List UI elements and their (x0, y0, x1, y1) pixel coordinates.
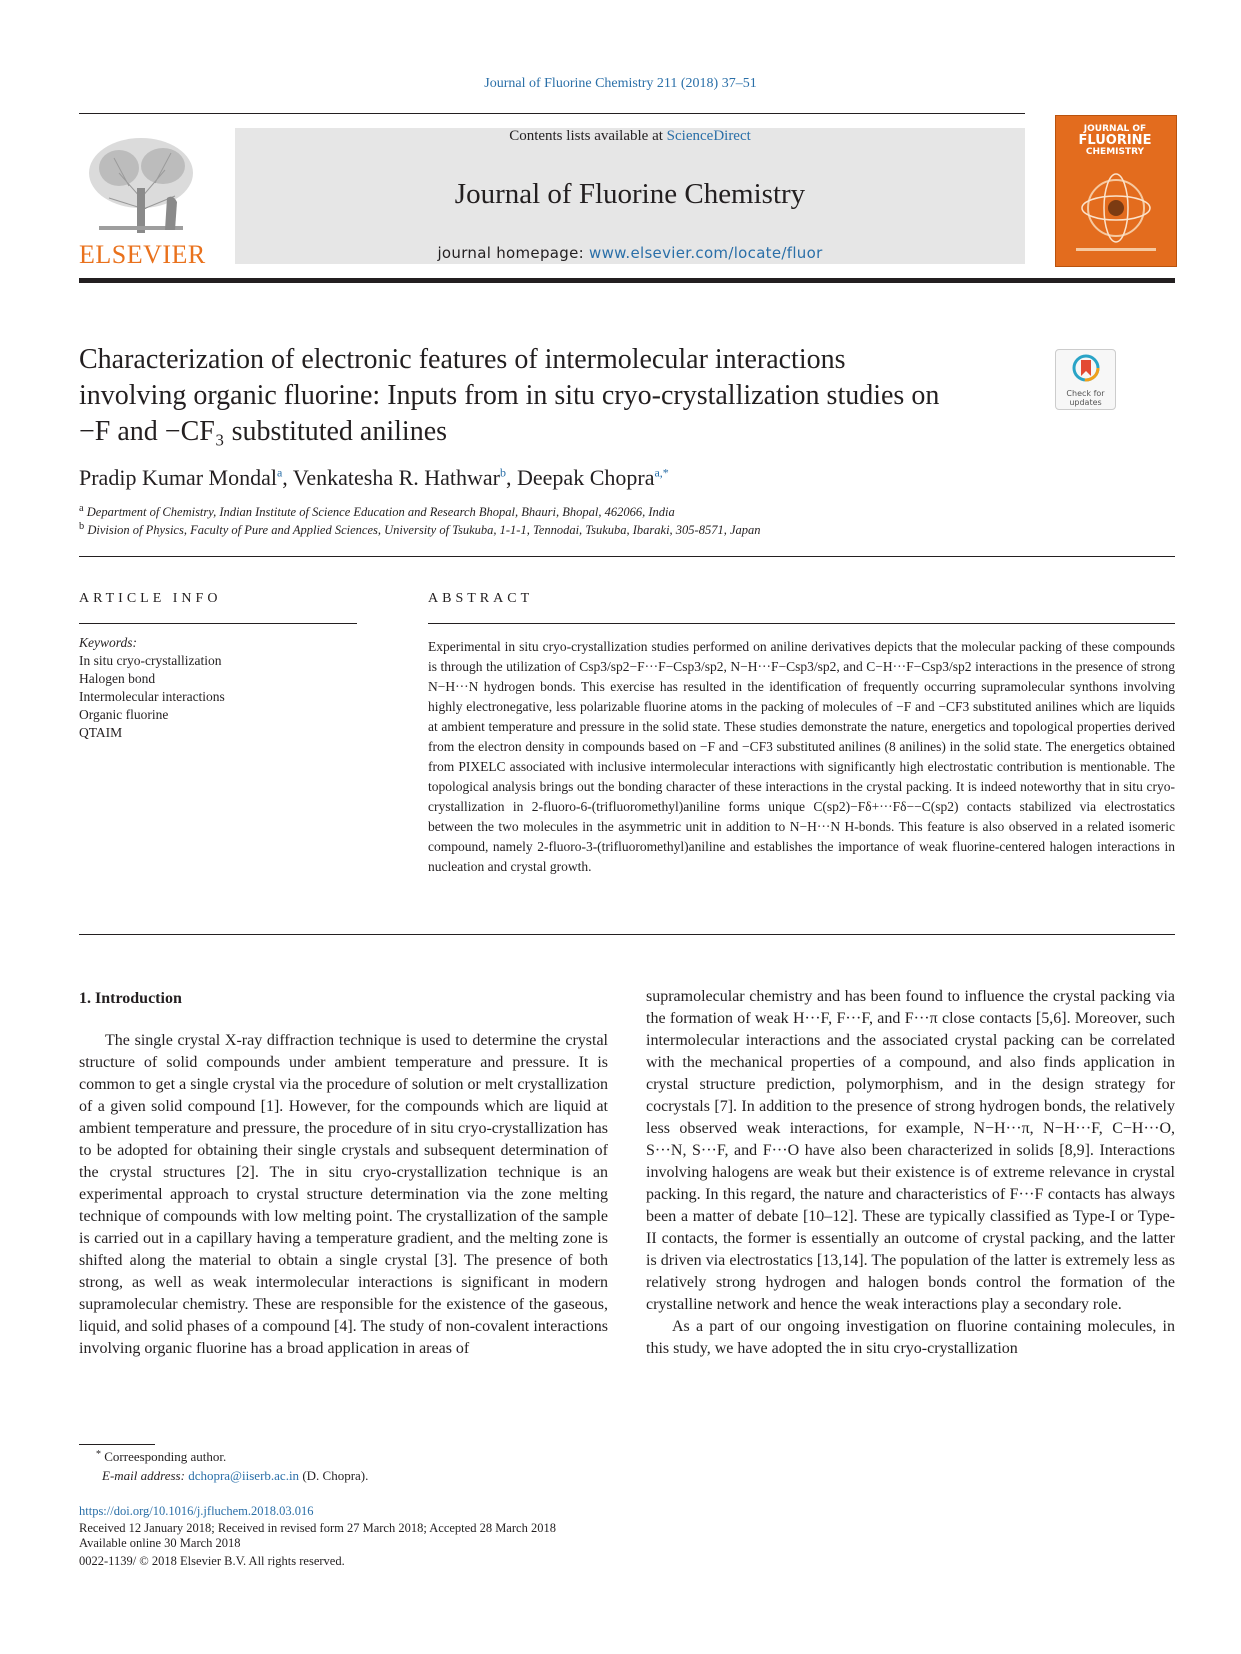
intro-right-column (646, 986, 1175, 1360)
bookmark-ribbon-icon (1071, 354, 1101, 384)
publication-dates (79, 1521, 556, 1569)
author-affiliation-mark[interactable]: a (276, 465, 283, 480)
homepage-link[interactable]: www.elsevier.com/locate/fluor (589, 244, 823, 262)
affiliation-a (79, 503, 675, 520)
cover-title: JOURNAL OF FLUORINE CHEMISTRY (1078, 124, 1152, 158)
title-line-1: Characterization of electronic features of intermolecular interactions (79, 344, 846, 375)
badge-label-1: Check for (1066, 389, 1105, 398)
badge-label-2: updates (1069, 398, 1102, 407)
keyword-list (79, 652, 225, 742)
email-label: E-mail address: (102, 1468, 189, 1483)
author-name: Pradip Kumar Mondal (79, 465, 277, 490)
abstract-bottom-rule (79, 934, 1175, 935)
affiliation-mark: a (79, 503, 84, 514)
journal-homepage-line (235, 244, 1025, 262)
homepage-prefix: journal homepage: (437, 244, 590, 262)
keyword: Organic fluorine (79, 707, 169, 722)
intro-paragraph: supramolecular chemistry and has been found to influence the crystal packing via the formation of weak H···F, F···F, and F···π close contacts [5,6]. Moreover, such intermolecular interactions and the associated crystal packing can be correlated with the mechanical properties of a compound, and also finds application in crystal structure prediction, polymorphism, and in the design strategy for cocrystals [7]. In addition to the presence of strong hydrogen bonds, the relatively less observed weak interactions, for example, N−H···π, N−H···F, C−H···O, S···N, S···F, and F···O have also been characterized in solids [8,9]. Interactions involving halogens are weak but their existence is of extreme relevance in crystal packing. In this regard, the nature and characteristics of F···F contacts has always been a matter of debate [10–12]. These are typically classified as Type-I or Type-II contacts, the former is essentially an outcome of crystal packing, and the latter is driven via electrostatics [13,14]. The population of the latter is extremely less as relatively strong hydrogen and halogen bonds control the formation of the crystalline network and hence the weak interactions play a secondary role. (646, 988, 1175, 1313)
affiliation-text: Division of Physics, Faculty of Pure and Applied Sciences, University of Tsukuba, 1-1-1, Tennodai, Tsukuba, Ibaraki, 305-8571, Japan (87, 523, 761, 538)
affiliation-mark: b (79, 521, 85, 532)
corresponding-author-note: * Correesponding author. (96, 1449, 227, 1464)
email-note (102, 1468, 368, 1484)
section-heading-introduction: 1. Introduction (79, 990, 182, 1007)
author-affiliation-mark[interactable]: a,* (654, 465, 669, 480)
keywords-label: Keywords: (79, 635, 137, 650)
title-line-2: involving organic fluorine: Inputs from in situ cryo-crystallization studies on (79, 380, 940, 411)
available-online: Available online 30 March 2018 (79, 1536, 241, 1550)
abstract-text: Experimental in situ cryo-crystallization studies performed on aniline derivatives depicts that the molecular packing of these compounds is through the utilization of Csp3/sp2−F···F−Csp3/sp2, N−H···F−Csp3/sp2, and C−H···F−Csp3/sp2 interactions in the presence of strong N−H···N hydrogen bonds. This exercise has resulted in the identification of frequently occurring supramolecular synthons involving highly electronegative, less polarizable fluorine atoms in the packing of molecules of −F and −CF3 substituted anilines which are liquids at ambient temperature and pressure in the solid state. These studies demonstrate the nature, energetics and topological properties derived from the electron density in compounds based on −F and −CF3 substituted anilines (8 anilines) in the solid state. The energetics obtained from PIXELC associated with inclusive intermolecular interactions with significantly high electrostatic contribution is mentionable. The topological analysis brings out the bonding character of these interactions in the crystal packing. It is indeed noteworthy that in situ cryo-crystallization in 2-fluoro-6-(trifluoromethyl)aniline forms unique C(sp2)−Fδ+···Fδ−−C(sp2) contacts stabilized via electrostatics between the two molecules in the asymmetric unit in addition to N−H···N H-bonds. This feature is also observed in a related isomeric compound, namely 2-fluoro-3-(trifluoromethyl)aniline and establishes the importance of weak fluorine-centered halogen interactions in nucleation and crystal growth. (428, 639, 1175, 874)
keyword: In situ cryo-crystallization (79, 653, 222, 668)
journal-citation[interactable]: Journal of Fluorine Chemistry 211 (2018) 37–51 (484, 76, 757, 91)
keyword: Intermolecular interactions (79, 689, 225, 704)
abstract-heading: ABSTRACT (428, 591, 534, 606)
article-info-heading: ARTICLE INFO (79, 591, 222, 606)
affiliation-b (79, 521, 761, 538)
affiliation-rule (79, 556, 1175, 557)
email-link[interactable]: dchopra@iiserb.ac.in (188, 1468, 300, 1483)
author-name: Venkatesha R. Hathwar (292, 465, 501, 490)
check-for-updates-button[interactable] (1055, 349, 1116, 410)
corresponding-text: Correesponding author. (104, 1449, 227, 1464)
keyword: QTAIM (79, 725, 123, 740)
sciencedirect-link[interactable]: ScienceDirect (666, 128, 751, 144)
intro-paragraph: As a part of our ongoing investigation on fluorine containing molecules, in this study, we have adopted the in situ cryo-crystallization (646, 1318, 1175, 1357)
paper-title (79, 342, 1049, 450)
author-list: Pradip Kumar Mondal$^a$, Venkatesha R. Hathwar$^b$, Deepak Chopra$^{a,*}$ (79, 465, 669, 490)
doi-link[interactable]: https://doi.org/10.1016/j.jfluchem.2018.03.016 (79, 1504, 314, 1518)
footnote-rule (79, 1444, 155, 1445)
author-name: Deepak Chopra (517, 465, 655, 490)
keyword: Halogen bond (79, 671, 156, 686)
contents-prefix: Contents lists available at (509, 128, 667, 144)
header-thick-rule (79, 278, 1175, 283)
title-line-3: −F and −CF₃ substituted anilines (79, 416, 448, 447)
intro-left-column: The single crystal X-ray diffraction technique is used to determine the crystal structure of solid compounds under ambient temperature and pressure. It is common to get a single crystal via the procedure of solution or melt crystallization of a given solid compound [1]. However, for the compounds which are liquid at ambient temperature and pressure, the procedure of in situ cryo-crystallization has to be adopted for obtaining their single crystals and subsequent determination of the crystal structures [2]. The in situ cryo-crystallization technique is an experimental approach to crystal structure determination via the zone melting technique of compounds with low melting point. The crystallization of the sample is carried out in a capillary having a temperature gradient, and the melting zone is shifted along the material to obtain a single crystal [3]. The presence of both strong, as well as weak intermolecular interactions is significant in modern supramolecular chemistry. These are responsible for the existence of the gaseous, liquid, and solid phases of a compound [4]. The study of non-covalent interactions involving organic fluorine has a broad application in areas of (79, 1032, 608, 1357)
elsevier-wordmark: ELSEVIER (79, 240, 206, 269)
journal-name: Journal of Fluorine Chemistry (454, 178, 806, 210)
header-rule (79, 113, 1025, 114)
contents-available-line (235, 128, 1025, 145)
received-dates: Received 12 January 2018; Received in revised form 27 March 2018; Accepted 28 March 2018 (79, 1521, 556, 1535)
email-suffix: (D. Chopra). (299, 1468, 369, 1483)
author-affiliation-mark[interactable]: b (500, 465, 507, 480)
affiliation-text: Department of Chemistry, Indian Institute of Science Education and Research Bhopal, Bhauri, Bhopal, 462066, India (86, 505, 675, 520)
abstract-rule (428, 623, 1175, 624)
copyright-line: 0022-1139/ © 2018 Elsevier B.V. All rights reserved. (79, 1554, 345, 1568)
article-info-rule (79, 623, 357, 624)
